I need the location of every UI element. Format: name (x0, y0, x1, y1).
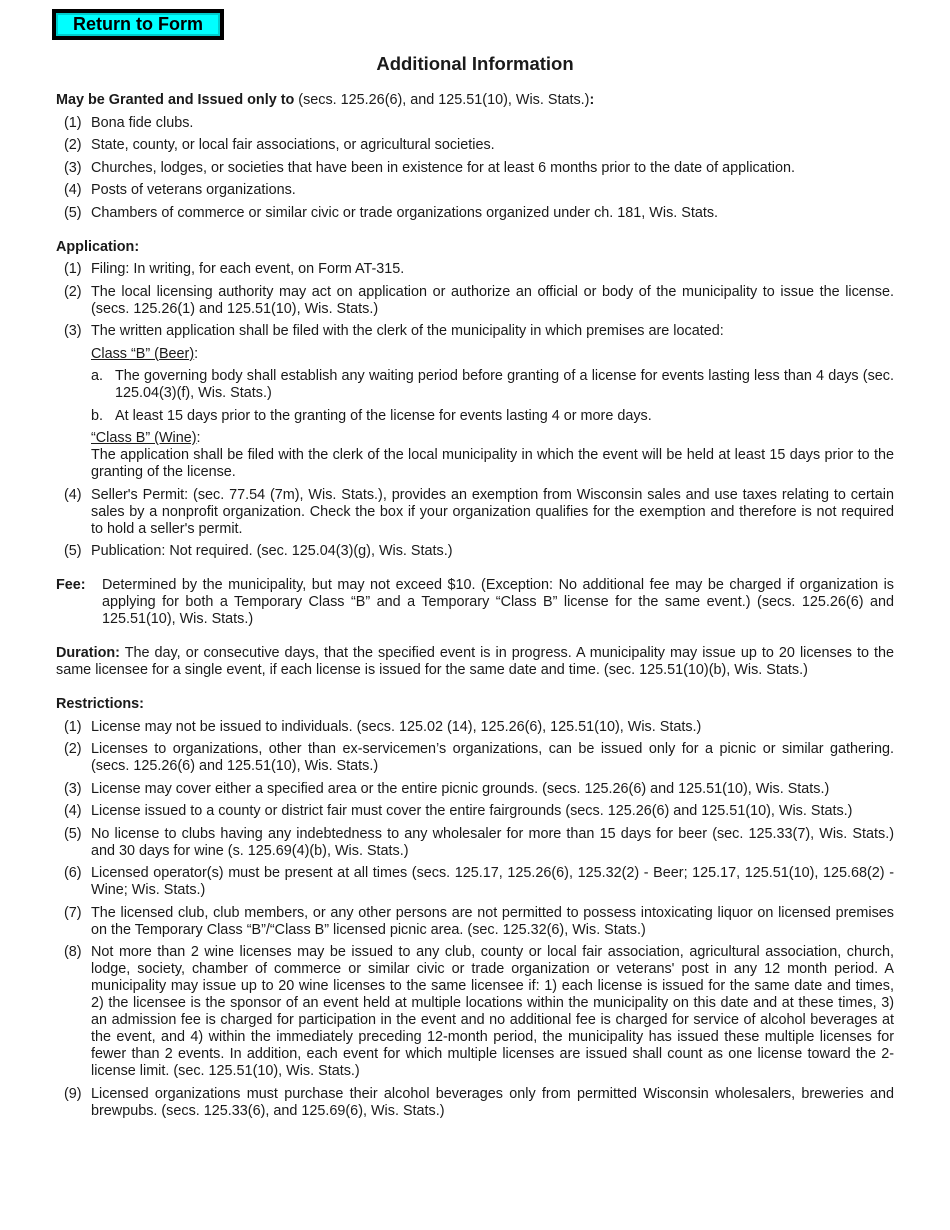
item-text: Seller's Permit: (sec. 77.54 (7m), Wis. Stats.), provides an exemption from Wisconsin sales and use taxes relating to certain sales by a nonprofit organization. Check the box if your organization qualifies for the exemption and therefore is not required to hold a seller's permit. (91, 486, 894, 537)
restrictions-list (56, 719, 894, 1120)
lettered-item (91, 368, 894, 402)
list-item (56, 205, 894, 222)
list-item (56, 323, 894, 340)
wine-subheading: “Class B” (Wine): (91, 430, 201, 446)
item-text: The licensed club, club members, or any other persons are not permitted to possess intoxicating liquor on licensed premises on the Temporary Class “B”/“Class B” licensed picnic area. (sec. 125.32(6), Wis. Stats.) (91, 904, 894, 938)
wine-label: “Class B” (Wine) (91, 430, 197, 446)
fee-section (56, 577, 894, 628)
list-item (56, 944, 894, 1080)
item-number: (4) (64, 486, 82, 503)
item-text: Chambers of commerce or similar civic or trade organizations organized under ch. 181, Wis. Stats. (91, 204, 719, 221)
list-item (56, 137, 894, 154)
fee-label: Fee: (56, 577, 86, 593)
item-number: (5) (64, 543, 82, 559)
fee-text: Determined by the municipality, but may not exceed $10. (Exception: No additional fee may be charged if organization is applying for both a Temporary Class “B” and a Temporary “Class B” license for the same event.) (secs. 125.26(6) and 125.51(10), Wis. Stats.) (102, 577, 894, 627)
item-number: (1) (64, 114, 82, 131)
item-text: State, county, or local fair associations, or agricultural societies. (91, 137, 495, 153)
granted-colon: : (589, 92, 595, 108)
list-item (56, 826, 894, 860)
beer-subheading: Class “B” (Beer): (91, 345, 199, 362)
item-number: (6) (64, 865, 82, 881)
list-item (56, 543, 894, 560)
item-number: (7) (64, 904, 82, 921)
item-text: The governing body shall establish any waiting period before granting of a license for events lasting less than 4 days (sec. 125.04(3)(f), Wis. Stats.) (115, 368, 894, 401)
item-text: Churches, lodges, or societies that have been in existence for at least 6 months prior to the date of application. (91, 159, 795, 176)
item-number: (9) (64, 1085, 82, 1102)
item-number: (8) (64, 944, 82, 960)
list-item (56, 182, 894, 199)
duration-text: The day, or consecutive days, that the specified event is in progress. A municipality may issue up to 20 licenses to the same licensee for a single event, if each license is issued for the same date and time. (sec. 125.51(10)(b), Wis. Stats.) (56, 645, 894, 678)
list-item (56, 1086, 894, 1120)
item-number: (4) (64, 803, 82, 819)
list-item (56, 284, 894, 318)
item-letter: b. (91, 407, 104, 424)
document-body (56, 92, 894, 1120)
item-number: (1) (64, 718, 82, 735)
granted-intro (56, 92, 894, 109)
item-number: (1) (64, 261, 82, 277)
item-text: The written application shall be filed with the clerk of the municipality in which premises are located: (91, 323, 724, 339)
page-title: Additional Information (376, 53, 574, 74)
list-item (56, 160, 894, 177)
item-text: No license to clubs having any indebtedness to any wholesaler for more than 15 days for beer (sec. 125.33(7), Wis. Stats.) and 30 days for wine (s. 125.69(4)(b), Wis. Stats.) (91, 825, 894, 859)
granted-lead: May be Granted and Issued only to (56, 92, 295, 108)
list-item (56, 781, 894, 798)
list-item (56, 803, 894, 820)
item-text: License may cover either a specified area or the entire picnic grounds. (secs. 125.26(6) and 125.51(10), Wis. Stats.) (91, 780, 830, 797)
item-number: (2) (64, 283, 82, 300)
list-item (56, 741, 894, 775)
item-number: (4) (64, 182, 82, 198)
beer-label: Class “B” (Beer) (91, 345, 195, 362)
list-item (56, 719, 894, 736)
item-number: (5) (64, 204, 82, 221)
item-text: At least 15 days prior to the granting of the license for events lasting 4 or more days. (115, 407, 652, 424)
item-number: (5) (64, 825, 82, 842)
item-number: (3) (64, 159, 82, 176)
item-text: Not more than 2 wine licenses may be issued to any club, county or local fair association, agricultural association, church, lodge, society, chamber of commerce or similar civic or trade organization or veterans' post in any 12 month period. A municipality may issue up to 20 wine licenses to the same licensee if: 1) each license is issued for the same date and times, 2) the licensee is the sponsor of an event held at multiple locations within the municipality on this date and at these times, 3) an admission fee is charged for participation in the event and no additional fee is charged for service of alcohol beverages at the event, and 4) within the immediately preceding 12-month period, the municipality has issued these multiple licenses for fewer than 2 events. In addition, each event for which multiple licenses are issued shall count as one license toward the 2-license limit. (sec. 125.51(10), Wis. Stats.) (91, 944, 894, 1079)
list-item (56, 261, 894, 278)
wine-text: The application shall be filed with the clerk of the local municipality in which the event will be held at least 15 days prior to the granting of the license. (91, 447, 894, 480)
item-text: The local licensing authority may act on application or authorize an official or body of the municipality to issue the license. (secs. 125.26(1) and 125.51(10), Wis. Stats.) (91, 283, 894, 317)
item-text: Posts of veterans organizations. (91, 182, 296, 198)
list-item (56, 865, 894, 899)
list-item (56, 115, 894, 132)
list-item (56, 905, 894, 939)
item-number: (3) (64, 780, 82, 797)
duration-section (56, 645, 894, 679)
lettered-item (91, 408, 894, 425)
duration-label: Duration: (56, 645, 120, 661)
return-to-form-button[interactable]: Return to Form (54, 11, 222, 38)
granted-list (56, 115, 894, 222)
item-text: Licensed organizations must purchase their alcohol beverages only from permitted Wisconsin wholesalers, breweries and brewpubs. (secs. 125.33(6), and 125.69(6), Wis. Stats.) (91, 1085, 894, 1119)
item-text: Publication: Not required. (sec. 125.04(3)(g), Wis. Stats.) (91, 543, 453, 559)
list-item (56, 487, 894, 538)
item-text: Bona fide clubs. (91, 114, 194, 131)
item-text: Licensed operator(s) must be present at all times (secs. 125.17, 125.26(6), 125.32(2) - Beer; 125.17, 125.51(10), 125.68(2) - Wine; Wis. Stats.) (91, 865, 894, 898)
item-text: License may not be issued to individuals. (secs. 125.02 (14), 125.26(6), 125.51(10), Wis. Stats.) (91, 718, 702, 735)
application-heading: Application: (56, 238, 140, 255)
item-text: Filing: In writing, for each event, on Form AT-315. (91, 261, 405, 277)
granted-citation: (secs. 125.26(6), and 125.51(10), Wis. Stats.) (294, 92, 590, 108)
item-letter: a. (91, 368, 104, 384)
item-number: (3) (64, 323, 82, 339)
item-number: (2) (64, 137, 82, 153)
item-number: (2) (64, 741, 82, 757)
item-text: License issued to a county or district fair must cover the entire fairgrounds (secs. 125.26(6) and 125.51(10), Wis. Stats.) (91, 803, 853, 819)
restrictions-heading: Restrictions: (56, 696, 144, 712)
item-text: Licenses to organizations, other than ex-servicemen’s organizations, can be issued only for a picnic or similar gathering. (secs. 125.26(6) and 125.51(10), Wis. Stats.) (91, 741, 894, 774)
